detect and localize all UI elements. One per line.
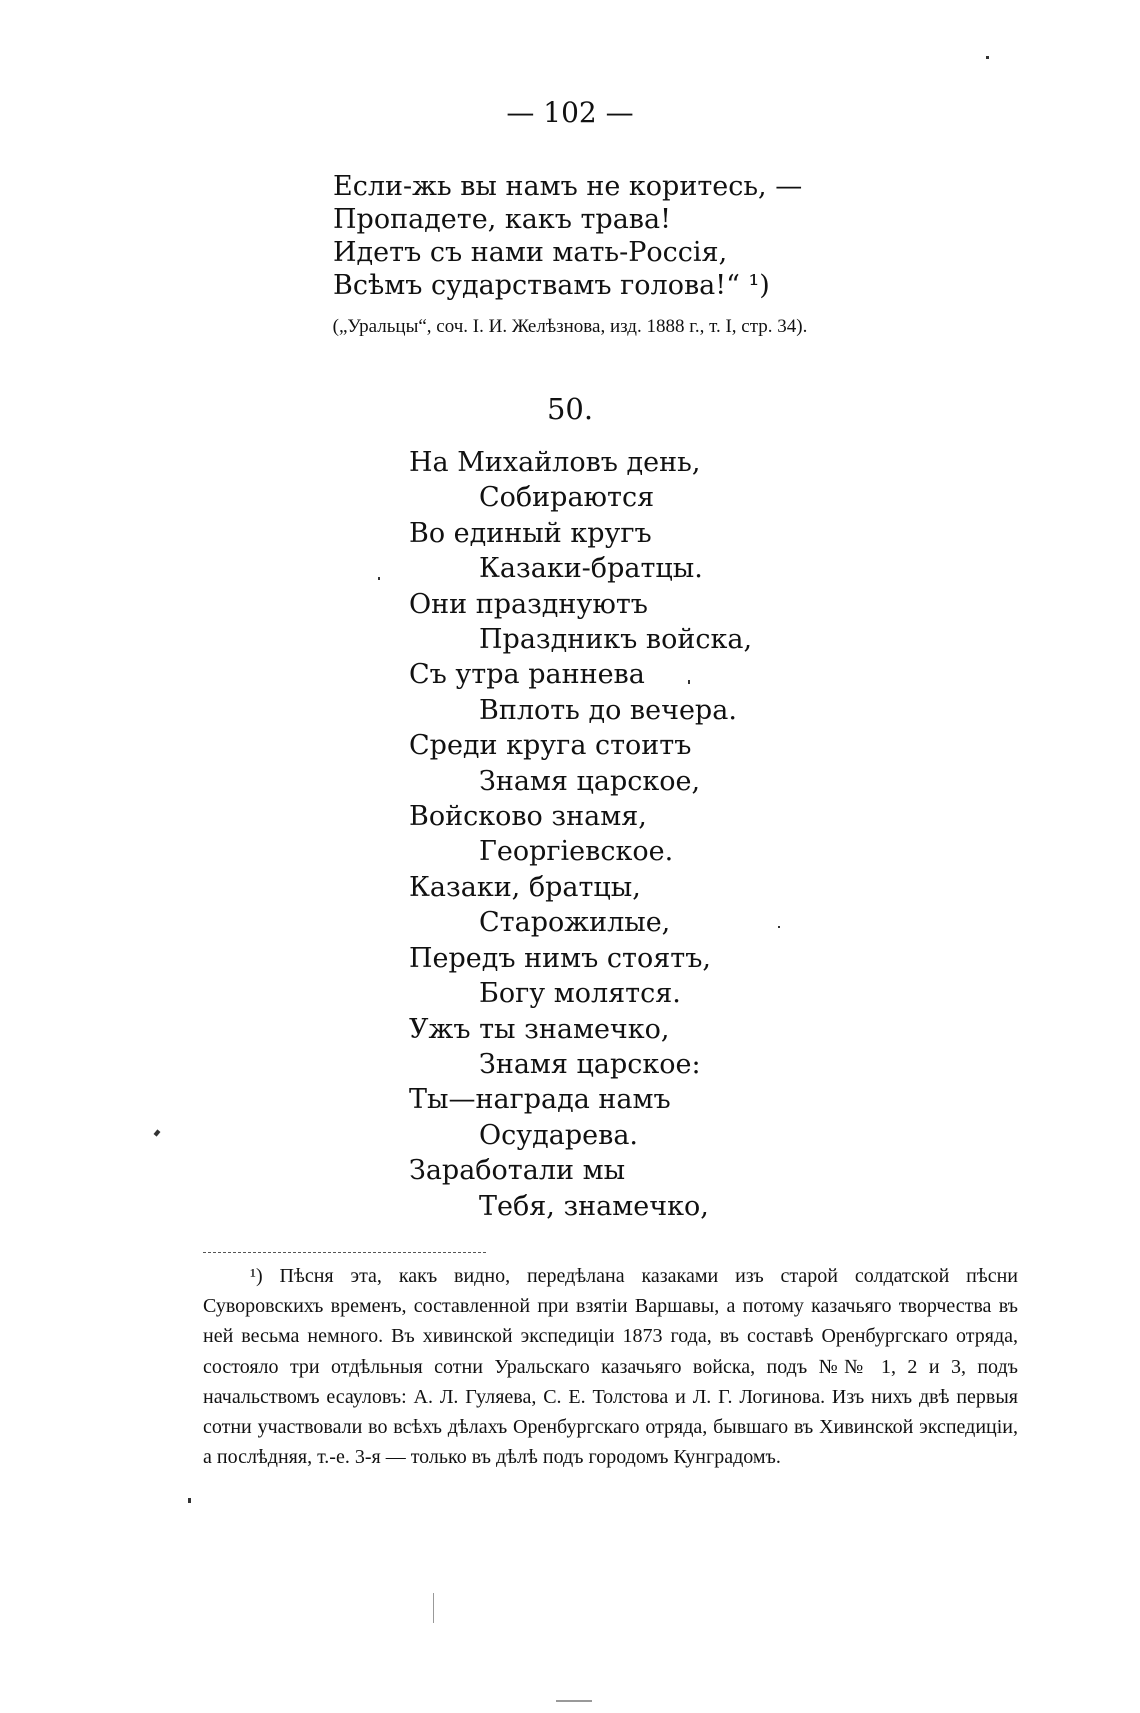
verse-line-indented: Знамя царское, (479, 765, 701, 797)
verse-line-indented: Казаки-братцы. (479, 553, 703, 585)
footnote (203, 1261, 1018, 1472)
verse-line: Ужъ ты знамечко, (409, 1013, 670, 1045)
verse-line-indented: Собираются (479, 482, 655, 514)
scan-speck (433, 1593, 434, 1623)
verse-line: Ты—награда намъ (409, 1084, 671, 1116)
page-number: — 102 — (506, 96, 634, 129)
verse-line: Всѣмъ сударствамъ голова!“ ¹) (333, 270, 770, 301)
verse-line: Казаки, братцы, (409, 871, 641, 903)
verse-line: Съ утра раннева (409, 659, 645, 691)
verse-line-indented: Вплоть до вечера. (479, 694, 737, 726)
verse-line-indented: Праздникъ войска, (479, 624, 753, 656)
verse-line: Они празднуютъ (409, 588, 648, 620)
verse-line: Войсково знамя, (409, 801, 647, 833)
footnote-separator (203, 1252, 486, 1253)
verse-line: Передъ нимъ стоятъ, (409, 942, 711, 974)
footnote-text: ¹) Пѣсня эта, какъ видно, передѣлана казаками изъ старой солдатской пѣсни Суворовскихъ временъ, составленной при взятіи Варшавы, а потому казачьяго творчества въ ней весьма немного. Въ хивинской экспедиціи 1873 года, въ составѣ Оренбургскаго отряда, состояло три отдѣльныя сотни Уральскаго казачьяго войска, подъ №№ 1, 2 и 3, подъ начальствомъ есауловъ: А. Л. Гуляева, С. Е. Толстова и Л. Г. Логинова. Изъ нихъ двѣ первыя сотни участвовали во всѣхъ дѣлахъ Оренбургскаго отряда, бывшаго въ Хивинской экспедиціи, а послѣдняя, т.-е. 3-я — только въ дѣлѣ подъ городомъ Кунградомъ. (203, 1265, 1018, 1469)
verse-line: Идетъ съ нами мать-Россія, (333, 237, 728, 268)
source-citation: („Уральцы“, соч. І. И. Желѣзнова, изд. 1888 г., т. І, стр. 34). (332, 316, 808, 337)
verse-line-indented: Осударева. (479, 1119, 639, 1151)
verse-line-indented: Георгіевское. (479, 836, 674, 868)
scan-speck (556, 1700, 592, 1702)
scan-speck (986, 56, 989, 59)
verse-line: Среди круга стоитъ (409, 730, 692, 762)
verse-line-indented: Тебя, знамечко, (479, 1190, 709, 1222)
verse-line-indented: Знамя царское: (479, 1048, 701, 1080)
song-number: 50. (546, 392, 594, 426)
verse-line: Пропадете, какъ трава! (333, 204, 671, 235)
scan-speck (154, 1129, 161, 1136)
verse-line-indented: Богу молятся. (479, 978, 681, 1010)
verse-line: Заработали мы (409, 1155, 626, 1187)
scan-speck (688, 680, 690, 684)
verse-line-indented: Старожилые, (479, 907, 671, 939)
verse-line: Если-жь вы намъ не коритесь, — (333, 171, 803, 202)
verse-line: Во единый кругъ (409, 517, 652, 549)
scan-speck (378, 577, 380, 580)
verse-line: На Михайловъ день, (409, 447, 701, 478)
scan-speck (188, 1498, 191, 1503)
scan-speck (778, 926, 780, 928)
stanza-end (333, 170, 802, 302)
song-verse (409, 445, 752, 1224)
